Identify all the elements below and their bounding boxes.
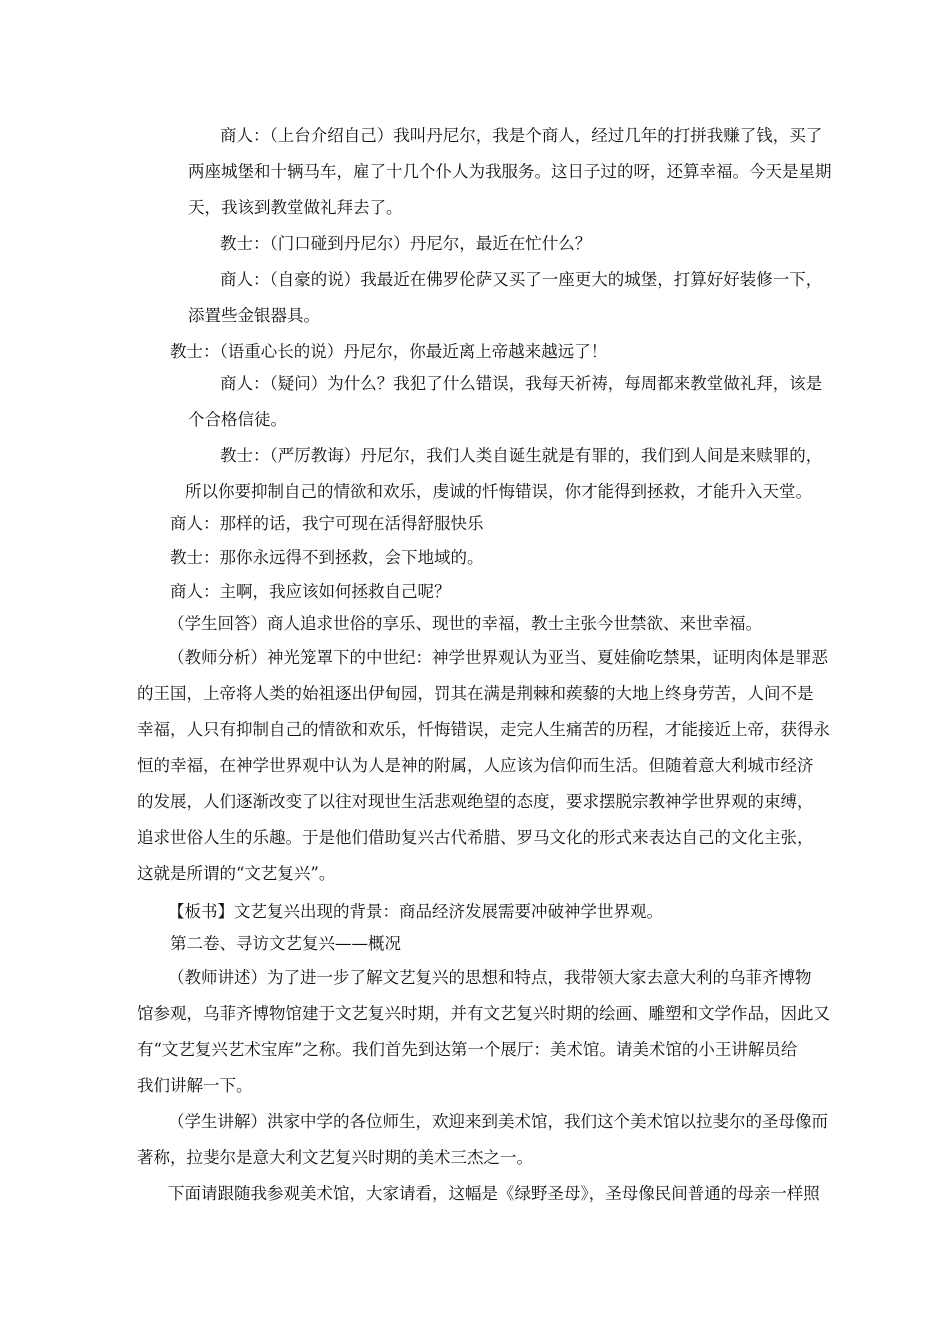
dialogue-line: 天，我该到教堂做礼拜去了。 bbox=[188, 198, 403, 217]
paragraph-line: 的发展，人们逐渐改变了以往对现世生活悲观绝望的态度，要求摆脱宗教神学世界观的束缚， bbox=[137, 792, 814, 811]
paragraph-line: （学生讲解）洪家中学的各位师生，欢迎来到美术馆，我们这个美术馆以拉斐尔的圣母像而 bbox=[168, 1112, 828, 1131]
paragraph-line: （学生回答）商人追求世俗的享乐、现世的幸福，教士主张今世禁欲、来世幸福。 bbox=[168, 614, 762, 633]
dialogue-line: 商人：那样的话，我宁可现在活得舒服快乐 bbox=[170, 514, 484, 533]
paragraph-line: 恒的幸福，在神学世界观中认为人是神的附属，人应该为信仰而生活。但随着意大利城市经济 bbox=[137, 756, 814, 775]
paragraph-line: 我们讲解一下。 bbox=[137, 1076, 253, 1095]
dialogue-line: 教士：（语重心长的说）丹尼尔，你最近离上帝越来越远了！ bbox=[170, 342, 608, 361]
dialogue-line: 添置些金银器具。 bbox=[188, 306, 320, 325]
dialogue-line: 教士：那你永远得不到拯救，会下地域的。 bbox=[170, 548, 484, 567]
dialogue-line: 个合格信徒。 bbox=[188, 410, 287, 429]
dialogue-line: 两座城堡和十辆马车，雇了十几个仆人为我服务。这日子过的呀，还算幸福。今天是星期 bbox=[188, 162, 832, 181]
paragraph-line: （教师讲述）为了进一步了解文艺复兴的思想和特点，我带领大家去意大利的乌菲齐博物 bbox=[168, 968, 812, 987]
section-heading: 第二卷、寻访文艺复兴——概况 bbox=[170, 934, 401, 953]
paragraph-line: 幸福，人只有抑制自己的情欲和欢乐，忏悔错误，走完人生痛苦的历程，才能接近上帝，获得永 bbox=[137, 720, 830, 739]
dialogue-line: 商人：（自豪的说）我最近在佛罗伦萨又买了一座更大的城堡，打算好好装修一下， bbox=[220, 270, 823, 289]
dialogue-line: 商人：（疑问）为什么？我犯了什么错误，我每天祈祷，每周都来教堂做礼拜，该是 bbox=[220, 374, 823, 393]
paragraph-line: 这就是所谓的“文艺复兴”。 bbox=[137, 864, 336, 883]
dialogue-line: 教士：（门口碰到丹尼尔）丹尼尔，最近在忙什么？ bbox=[220, 234, 592, 253]
blackboard-note: 【板书】文艺复兴出现的背景：商品经济发展需要冲破神学世界观。 bbox=[168, 902, 663, 921]
paragraph-line: 馆参观，乌菲齐博物馆建于文艺复兴时期，并有文艺复兴时期的绘画、雕塑和文学作品，因此又 bbox=[137, 1004, 830, 1023]
paragraph-line: 有“文艺复兴艺术宝库”之称。我们首先到达第一个展厅：美术馆。请美术馆的小王讲解员给 bbox=[137, 1040, 798, 1059]
dialogue-line: 教士：（严厉教诲）丹尼尔，我们人类自诞生就是有罪的，我们到人间是来赎罪的， bbox=[220, 446, 823, 465]
dialogue-line: 商人：（上台介绍自己）我叫丹尼尔，我是个商人，经过几年的打拼我赚了钱，买了 bbox=[220, 126, 823, 145]
dialogue-line: 商人：主啊，我应该如何拯救自己呢？ bbox=[170, 582, 451, 601]
paragraph-line: （教师分析）神光笼罩下的中世纪：神学世界观认为亚当、夏娃偷吃禁果，证明肉体是罪恶 bbox=[168, 648, 828, 667]
paragraph-line: 著称，拉斐尔是意大利文艺复兴时期的美术三杰之一。 bbox=[137, 1148, 533, 1167]
paragraph-line: 追求世俗人生的乐趣。于是他们借助复兴古代希腊、罗马文化的形式来表达自己的文化主张， bbox=[137, 828, 814, 847]
paragraph-line: 的王国，上帝将人类的始祖逐出伊甸园，罚其在满是荆棘和蒺藜的大地上终身劳苦，人间不是 bbox=[137, 684, 814, 703]
dialogue-line: 所以你要抑制自己的情欲和欢乐，虔诚的忏悔错误，你才能得到拯救，才能升入天堂。 bbox=[185, 482, 812, 501]
paragraph-line: 下面请跟随我参观美术馆，大家请看，这幅是《绿野圣母》，圣母像民间普通的母亲一样照 bbox=[168, 1184, 820, 1203]
